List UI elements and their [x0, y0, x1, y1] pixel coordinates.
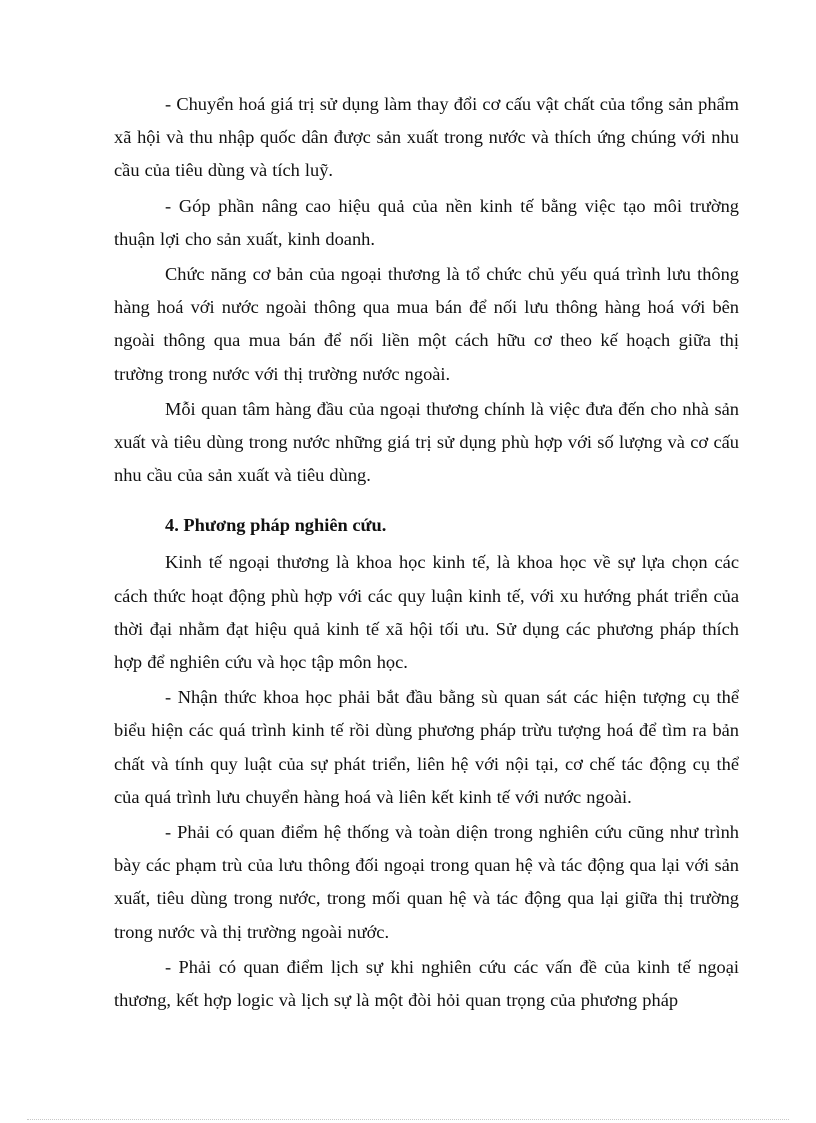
paragraph-transform-use-value: - Chuyển hoá giá trị sử dụng làm thay đổi cơ cấu vật chất của tổng sản phẩm xã hội và thu nhập quốc dân được sản xuất trong nước và thích ứng chúng với nhu cầu của tiêu dùng và tích luỹ.	[114, 94, 739, 181]
footer-divider	[27, 1119, 789, 1120]
document-page	[114, 88, 739, 1019]
paragraph-systematic-view: - Phải có quan điểm hệ thống và toàn diện trong nghiên cứu cũng như trình bày các phạm trù của lưu thông đối ngoại trong quan hệ và tác động qua lại với sản xuất, tiêu dùng trong nước, trong mối quan hệ và tác động qua lại giữa thị trường trong nước và thị trường ngoài nước.	[114, 822, 739, 942]
paragraph-foreign-trade-economics: Kinh tế ngoại thương là khoa học kinh tế, là khoa học về sự lựa chọn các cách thức hoạt động phù hợp với các quy luận kinh tế, với xu hướng phát triển của thời đại nhằm đạt hiệu quả kinh tế xã hội tối ưu. Sử dụng các phương pháp thích hợp để nghiên cứu và học tập môn học.	[114, 552, 739, 673]
paragraph-scientific-cognition: - Nhận thức khoa học phải bắt đầu bằng sù quan sát các hiện tượng cụ thể biểu hiện các quá trình kinh tế rồi dùng phương pháp trừu tượng hoá để tìm ra bản chất và tính quy luật của sự phát triển, liên hệ với nội tại, cơ chế tác động cụ thể của quá trình lưu chuyển hàng hoá và liên kết kinh tế với nước ngoài.	[114, 687, 739, 807]
paragraph-basic-function: Chức năng cơ bản của ngoại thương là tổ chức chủ yếu quá trình lưu thông hàng hoá với nước ngoài thông qua mua bán để nối lưu thông hàng hoá với bên ngoài thông qua mua bán để nối liền một cách hữu cơ theo kế hoạch giữa thị trường trong nước với thị trường nước ngoài.	[114, 264, 739, 384]
section-heading: 4. Phương pháp nghiên cứu.	[165, 515, 387, 536]
paragraph-historical-view: - Phải có quan điểm lịch sự khi nghiên cứu các vấn đề của kinh tế ngoại thương, kết hợp logic và lịch sự là một đòi hỏi quan trọng của phương pháp	[114, 956, 739, 1011]
paragraph-improve-efficiency: - Góp phần nâng cao hiệu quả của nền kinh tế bằng việc tạo môi trường thuận lợi cho sản xuất, kinh doanh.	[114, 195, 739, 249]
paragraph-main-concern: Mỗi quan tâm hàng đầu của ngoại thương chính là việc đưa đến cho nhà sản xuất và tiêu dùng trong nước những giá trị sử dụng phù hợp với số lượng và cơ cấu nhu cầu của sản xuất và tiêu dùng.	[114, 398, 739, 486]
